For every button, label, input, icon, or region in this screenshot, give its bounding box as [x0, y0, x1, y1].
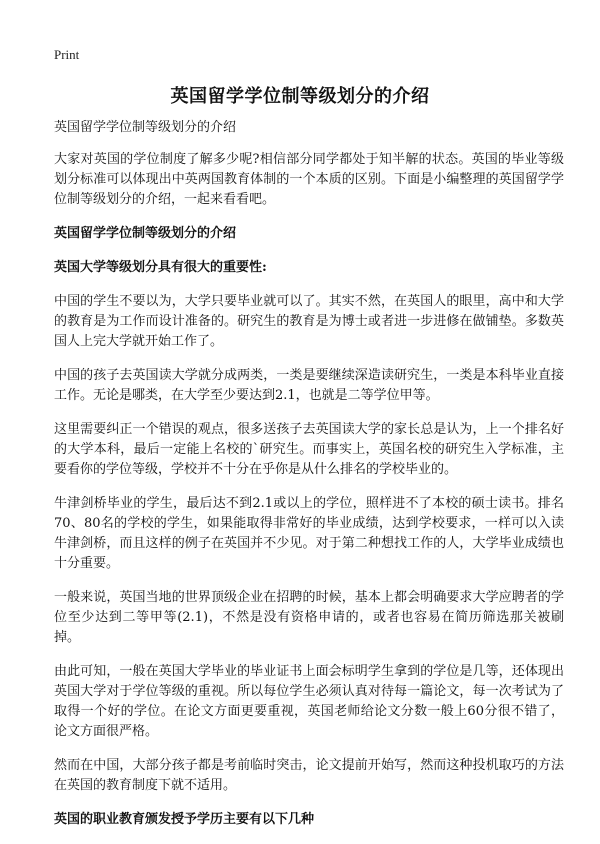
body-paragraph-2: 中国的孩子去英国读大学就分成两类，一类是要继续深造读研究生，一类是本科毕业直接工作。无论是哪类，在大学至少要达到2.1，也就是二等学位甲等。 [54, 368, 564, 403]
section-heading: 英国留学学位制等级划分的介绍 [54, 226, 237, 241]
page-title: 英国留学学位制等级划分的介绍 [170, 86, 430, 107]
body-paragraph-7: 然而在中国，大部分孩子都是考前临时突击，论文提前开始写，然而这种投机取巧的方法在英国的教育制度下就不适用。 [54, 758, 564, 793]
print-label: Print [54, 47, 80, 62]
body-paragraph-4: 牛津剑桥毕业的学生，最后达不到2.1或以上的学位，照样进不了本校的硕士读书。排名70、80名的学校的学生，如果能取得非常好的毕业成绩，达到学校要求，一样可以入读牛津剑桥，而且这样的例子在英国并不少见。对于第二种想找工作的人，大学毕业成绩也十分重要。 [54, 496, 564, 571]
body-paragraph-3: 这里需要纠正一个错误的观点，很多送孩子去英国读大学的家长总是认为，上一个排名好的大学本科，最后一定能上名校的`研究生。而事实上，英国名校的研究生入学标准，主要看你的学位等级，学校并不十分在乎你是从什么排名的学校毕业的。 [54, 422, 564, 477]
article-body [54, 118, 564, 844]
body-paragraph-6: 由此可知，一般在英国大学毕业的毕业证书上面会标明学生拿到的学位是几等，还体现出英国大学对于学位等级的重视。所以每位学生必须认真对待每一篇论文，每一次考试为了取得一个好的学位。在论文方面更要重视，英国老师给论文分数一般上60分很不错了，论文方面很严格。 [54, 664, 564, 739]
intro-paragraph: 大家对英国的学位制度了解多少呢?相信部分同学都处于知半解的状态。英国的毕业等级划分标准可以体现出中英两国教育体制的一个本质的区别。下面是小编整理的英国留学学位制等级划分的介绍，一起来看看吧。 [54, 152, 564, 207]
body-paragraph-5: 一般来说，英国当地的世界顶级企业在招聘的时候，基本上都会明确要求大学应聘者的学位至少达到二等甲等(2.1)，不然是没有资格申请的，或者也容易在简历筛选那关被刷掉。 [54, 590, 564, 645]
body-paragraph-1: 中国的学生不要以为，大学只要毕业就可以了。其实不然，在英国人的眼里，高中和大学的教育是为工作而设计准备的。研究生的教育是为博士或者进一步进修在做铺垫。多数英国人上完大学就开始工作了。 [54, 294, 564, 349]
importance-heading: 英国大学等级划分具有很大的重要性: [54, 260, 267, 275]
vocational-heading: 英国的职业教育颁发授予学历主要有以下几种 [54, 812, 315, 827]
article-subtitle: 英国留学学位制等级划分的介绍 [54, 120, 237, 135]
